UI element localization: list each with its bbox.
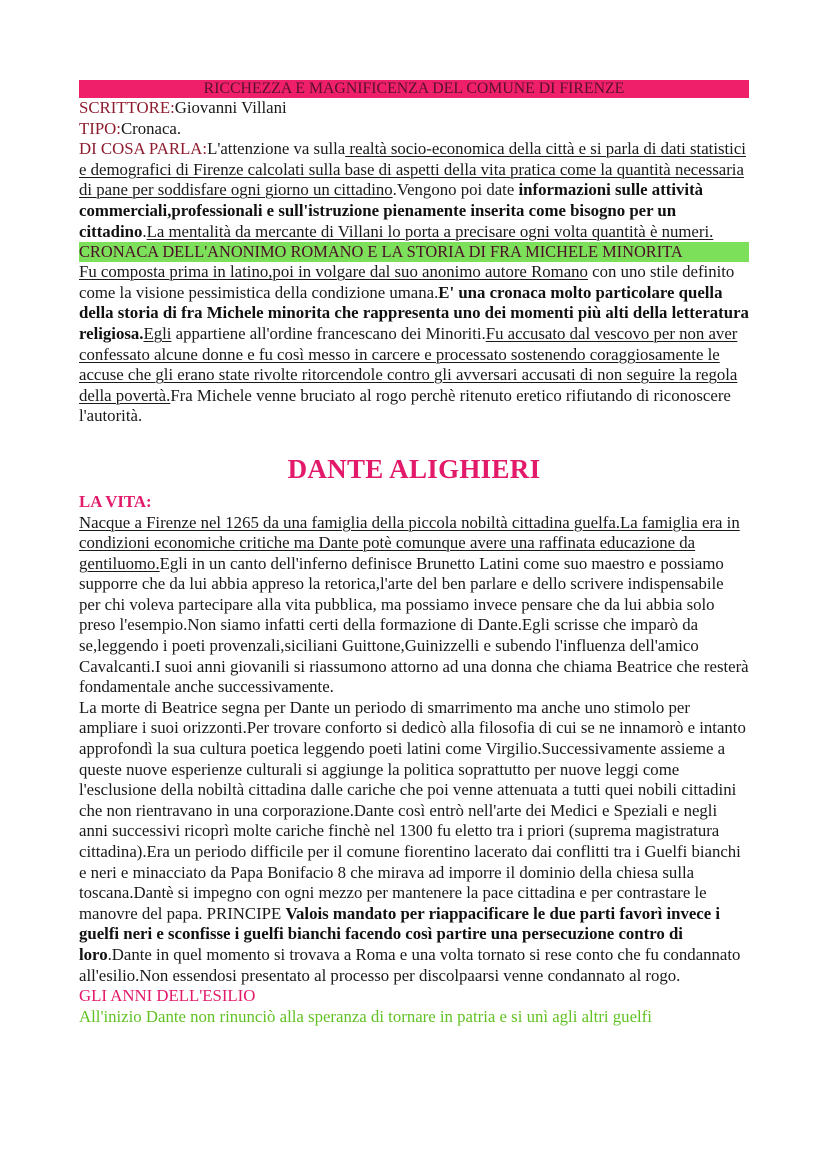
cronaca-text: Fra Michele venne bruciato al rogo perchè ritenuto eretico rifiutando di riconoscere l'autorità. xyxy=(79,385,731,426)
cronaca-text: con uno stile definito come la visione pessimistica della condizione umana. xyxy=(79,262,735,302)
exile-heading: GLI ANNI DELL'ESILIO xyxy=(79,986,256,1006)
life-underlined: La famiglia era in condizioni economiche critiche ma Dante potè comunque avere una raffinata educazione da gentiluomo. xyxy=(79,512,740,573)
type-label: TIPO: xyxy=(79,118,121,138)
section-title-ricchezza: RICCHEZZA E MAGNIFICENZA DEL COMUNE DI FIRENZE xyxy=(79,80,749,98)
cronaca-text: appartiene all'ordine francescano dei Minoriti. xyxy=(171,323,486,343)
about-text: . xyxy=(142,221,147,241)
cronaca-underlined: Fu composta prima in latino,poi in volgare dal suo anonimo autore Romano xyxy=(79,262,588,282)
about-label: DI COSA PARLA: xyxy=(79,139,208,159)
life-bold: Valois mandato per riappacificare le due parti favorì invece i guelfi neri e sconfisse i guelfi bianchi facendo così partire una persecuzione contro di loro xyxy=(79,903,721,964)
life-heading: LA VITA: xyxy=(79,491,152,511)
writer-line xyxy=(79,98,749,119)
life-underlined: Nacque a Firenze nel 1265 da una famiglia della piccola nobiltà cittadina guelfa. xyxy=(79,512,620,532)
about-text: .Vengono poi date xyxy=(392,180,519,200)
writer-label: SCRITTORE: xyxy=(79,98,175,117)
cronaca-paragraph xyxy=(79,262,749,427)
life-paragraph-1 xyxy=(79,513,749,698)
type-line xyxy=(79,119,749,140)
type-value: Cronaca. xyxy=(120,118,182,138)
cronaca-underlined: Fu accusato dal vescovo per non aver confessato alcune donne e fu così messo in carcere e processato sostenendo coraggiosamente le accuse che gli erano state rivolte ritorcendole contro gli avversari accusati di non seguire la regola della povertà. xyxy=(79,323,738,405)
life-text: .Dante in quel momento si trovava a Roma e una volta tornato si rese conto che fu condannato all'esilio.Non essendosi presentato al processo per discolpaarsi venne condannato al rogo. xyxy=(79,944,741,985)
about-paragraph xyxy=(79,139,749,242)
dante-title: DANTE ALIGHIERI xyxy=(287,453,541,484)
about-bold: informazioni sulle attività commerciali,professionali e sull'istruzione pienamente inserita come bisogno per un cittadino xyxy=(79,180,704,241)
life-paragraph-2 xyxy=(79,698,749,986)
life-text: La morte di Beatrice segna per Dante un periodo di smarrimento ma anche uno stimolo per ampliare i suoi orizzonti.Per trovare conforto si dedicò alla filosofia di cui se ne innamorò e intanto approfondì la sua cultura poetica leggendo poeti latini come Virgilio.Successivamente assieme a queste nuove esperienze culturali si aggiunge la politica soprattutto per nuove leggi come l'esclusione della nobiltà cittadina dalle cariche che poi venne attenuata a tutti quei nobili cittadini che non rientravano in una corporazione.Dante così entrò nell'arte dei Medici e Speziali e negli anni successivi ricoprì molte cariche finchè nel 1300 fu eletto tra i priori (suprema magistratura cittadina).Era un periodo difficile per il comune fiorentino lacerato dai conflitti tra i Guelfi bianchi e neri e minacciato da Papa Bonifacio 8 che mirava ad imporre il dominio della chiesa sulla toscana.Dantè si impegno con ogni mezzo per mantenere la pace cittadina e per contrastare le manovre del papa. PRINCIPE xyxy=(79,697,746,923)
document-page xyxy=(79,80,749,1027)
life-text: Egli in un canto dell'inferno definisce Brunetto Latini come suo maestro e possiamo supporre che da lui abbia appreso la retorica,l'arte del ben parlare e dello scrivere indispensabile per chi voleva partecipare alla vita pubblica, ma possiamo invece pensare che da lui abbia solo preso l'esempio.Non siamo infatti certi della formazione di Dante.Egli scrisse che imparò da se,leggendo i poeti provenzali,siciliani Guittone,Guinizzelli e subendo l'influenza dell'amico Cavalcanti.I suoi anni giovanili si riassumono attorno ad una donna che chiama Beatrice che resterà fondamentale anche successivamente. xyxy=(79,553,749,697)
writer-value: Giovanni Villani xyxy=(174,98,287,117)
cronaca-bold: E' una cronaca molto particolare quella della storia di fra Michele minorita che rappresenta uno dei momenti più alti della letteratura religiosa. xyxy=(79,282,749,343)
cronaca-underlined: Egli xyxy=(143,323,172,343)
about-underlined: realtà socio-economica della città e si parla di dati statistici e demografici di Firenze calcolati sulla base di aspetti della vita pratica come la quantità necessaria di pane per soddisfare ogni giorno un cittadino xyxy=(79,139,746,200)
exile-paragraph: All'inizio Dante non rinunciò alla speranza di tornare in patria e si unì agli altri guelfi xyxy=(79,1006,652,1026)
about-underlined: La mentalità da mercante di Villani lo porta a precisare ogni volta quantità è numeri. xyxy=(146,221,714,241)
about-text: L'attenzione va sulla xyxy=(207,139,346,159)
section-title-cronaca: CRONACA DELL'ANONIMO ROMANO E LA STORIA DI FRA MICHELE MINORITA xyxy=(79,242,749,262)
